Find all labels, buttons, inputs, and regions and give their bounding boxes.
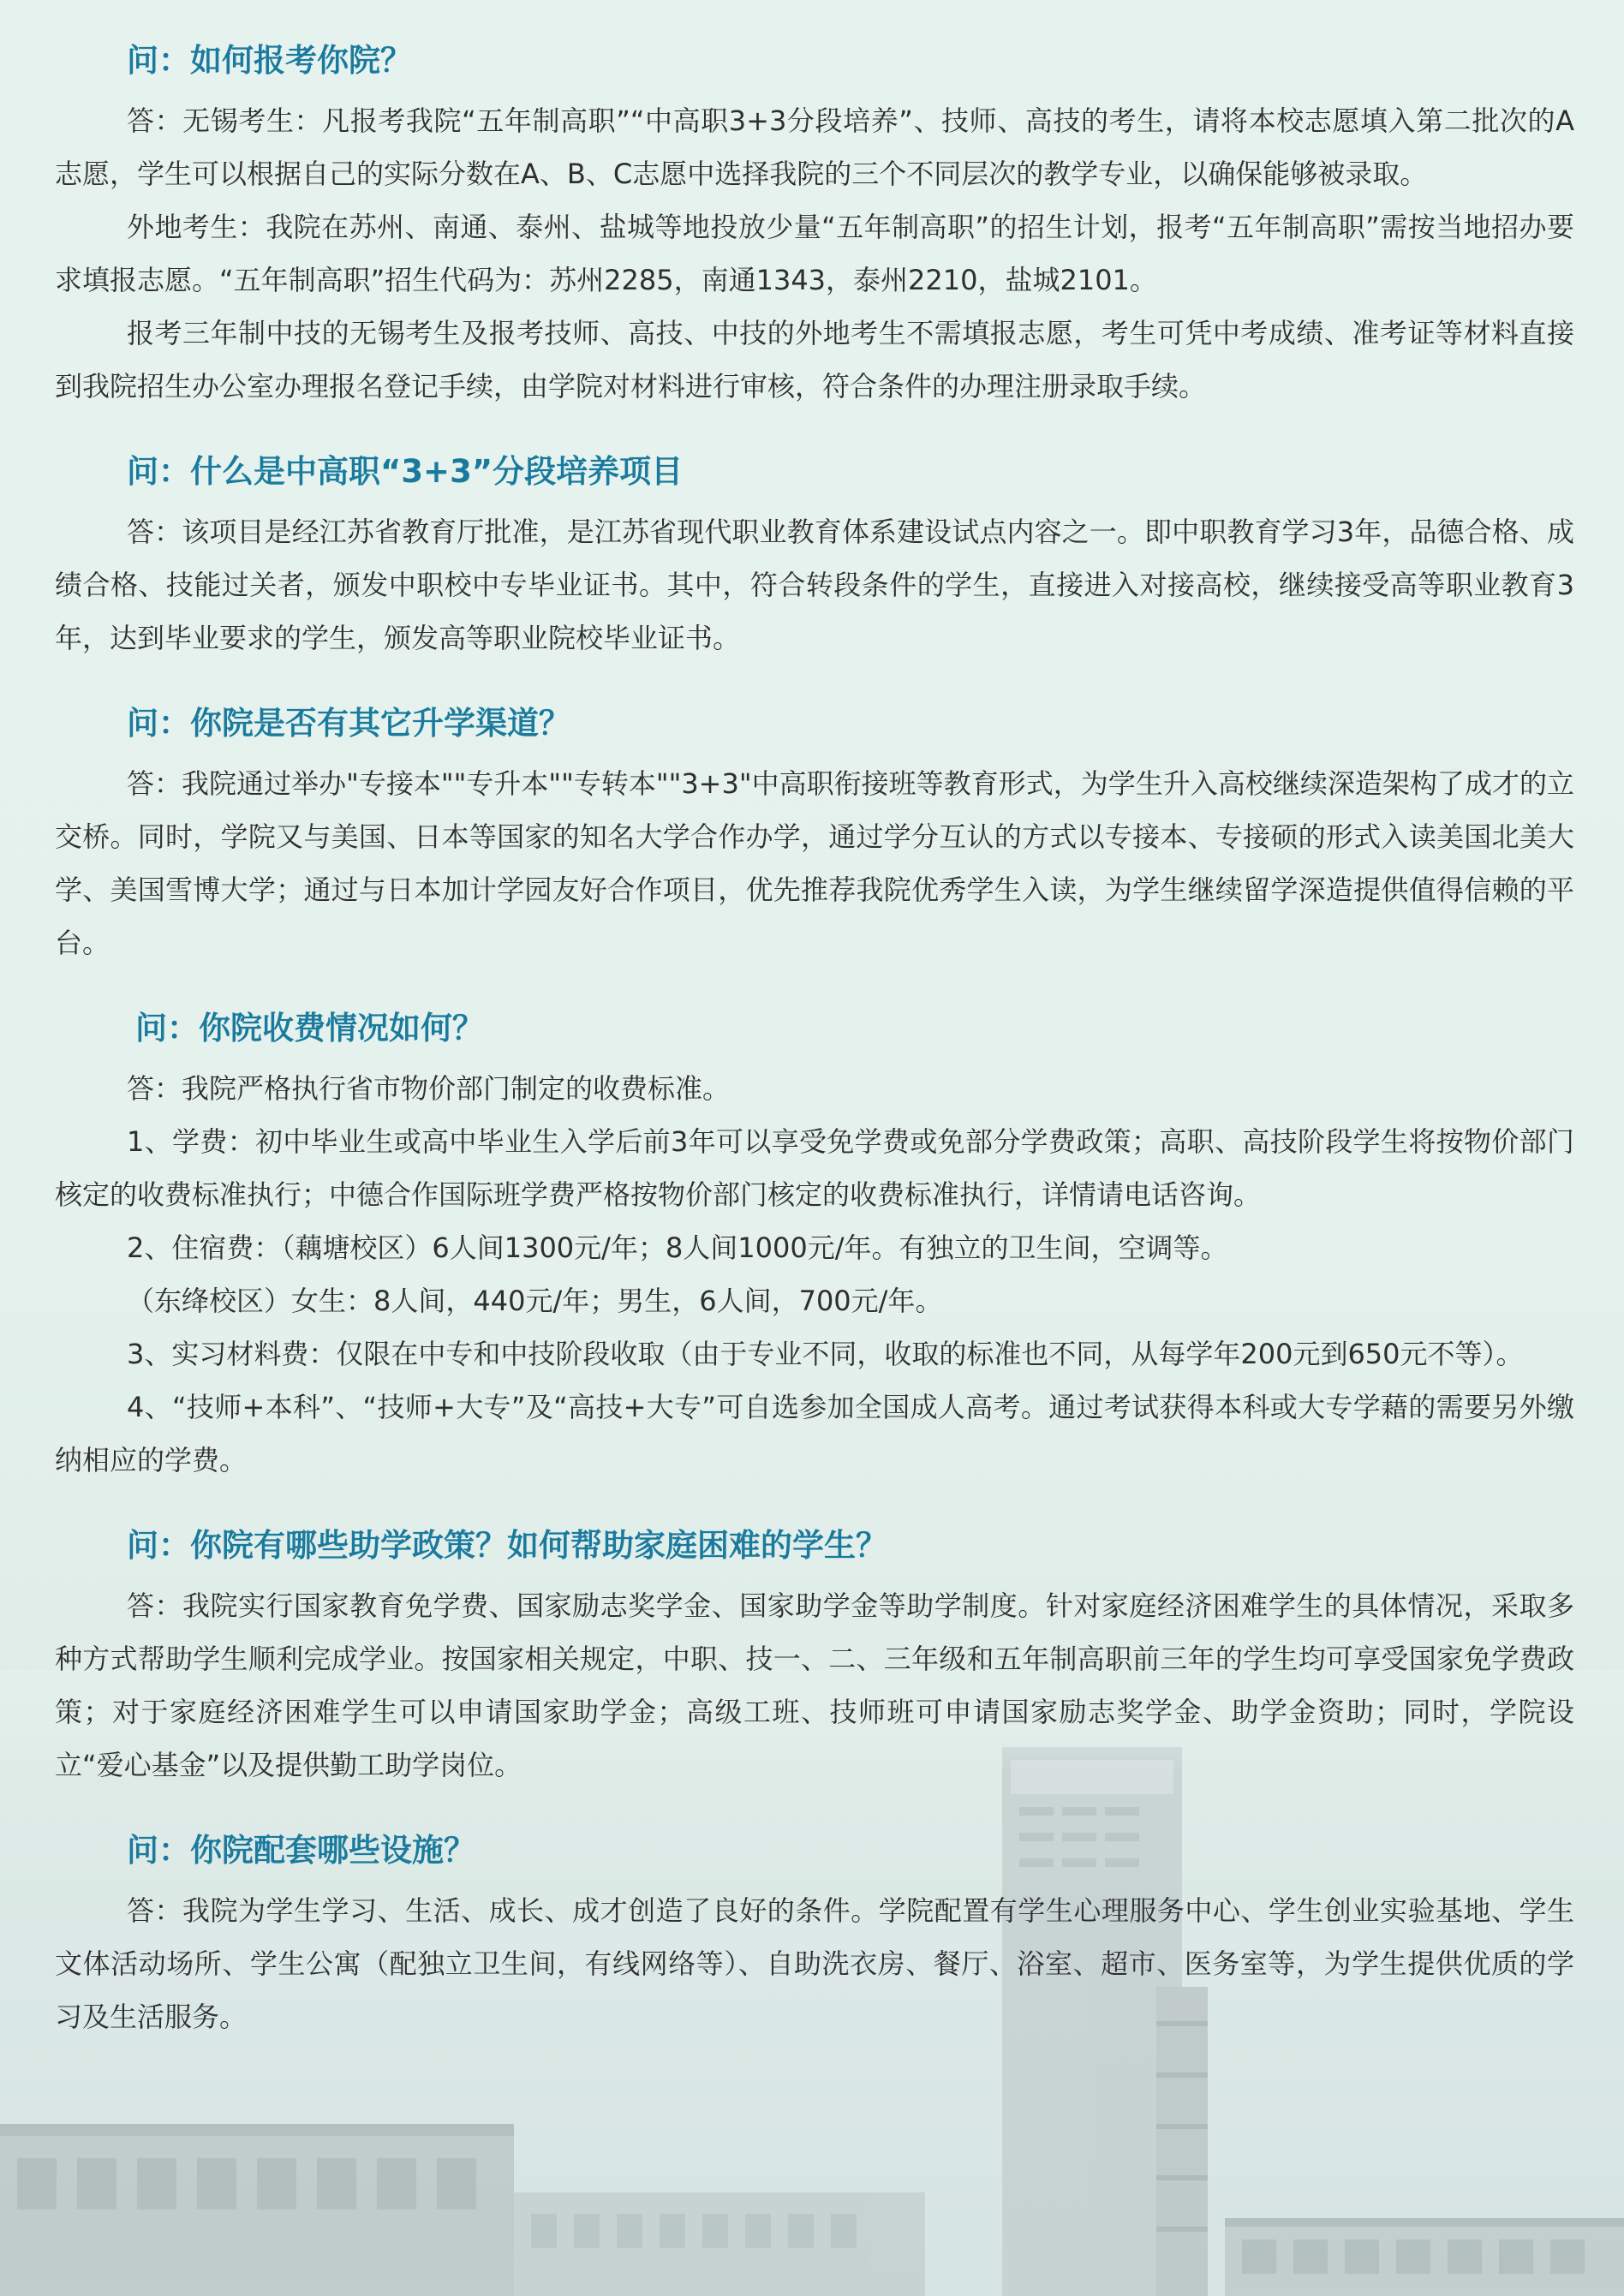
question-heading: 问：什么是中高职“3+3”分段培养项目 [127,453,684,490]
faq-section-financial-aid [55,1518,1574,1792]
answer-paragraph: 3、实习材料费：仅限在中专和中技阶段收取（由于专业不同，收取的标准也不同，从每学年200元到650元不等）。 [127,1338,1524,1370]
question-heading: 问：如何报考你院？ [127,42,412,79]
question-heading: 问：你院收费情况如何？ [135,1010,484,1047]
faq-section-fees [55,1000,1574,1487]
answer-paragraph: 外地考生：我院在苏州、南通、泰州、盐城等地投放少量“五年制高职”的招生计划，报考“五年制高职”需按当地招办要求填报志愿。“五年制高职”招生代码为：苏州2285，南通1343，泰州2210，盐城2101。 [55,211,1574,296]
answer-paragraph: 1、学费：初中毕业生或高中毕业生入学后前3年可以享受免学费或免部分学费政策；高职、高技阶段学生将按物价部门核定的收费标准执行；中德合作国际班学费严格按物价部门核定的收费标准执行，详情请电话咨询。 [55,1125,1574,1211]
answer-paragraph: 答：我院为学生学习、生活、成长、成才创造了良好的条件。学院配置有学生心理服务中心、学生创业实验基地、学生文体活动场所、学生公寓（配独立卫生间，有线网络等）、自助洗衣房、餐厅、浴室、超市、医务室等，为学生提供优质的学习及生活服务。 [55,1894,1574,2033]
question-heading: 问：你院配套哪些设施？ [127,1832,475,1869]
answer-paragraph: 2、住宿费：（藕塘校区）6人间1300元/年；8人间1000元/年。有独立的卫生间，空调等。 [127,1231,1228,1264]
faq-document [55,33,1574,2074]
answer-paragraph: 报考三年制中技的无锡考生及报考技师、高技、中技的外地考生不需填报志愿，考生可凭中考成绩、准考证等材料直接到我院招生办公室办理报名登记手续，由学院对材料进行审核，符合条件的办理注册录取手续。 [55,317,1574,403]
faq-section-facilities [55,1822,1574,2043]
question-heading: 问：你院有哪些助学政策？如何帮助家庭困难的学生？ [127,1527,887,1564]
middle-building [514,2192,925,2296]
faq-section-3plus3-program [55,444,1574,665]
answer-paragraph: 答：我院实行国家教育免学费、国家励志奖学金、国家助学金等助学制度。针对家庭经济困难学生的具体情况，采取多种方式帮助学生顺利完成学业。按国家相关规定，中职、技一、二、三年级和五年制高职前三年的学生均可享受国家免学费政策；对于家庭经济困难学生可以申请国家助学金；高级工班、技师班可申请国家励志奖学金、助学金资助；同时，学院设立“爱心基金”以及提供勤工助学岗位。 [55,1589,1574,1781]
answer-paragraph: 4、“技师+本科”、“技师+大专”及“高技+大专”可自选参加全国成人高考。通过考试获得本科或大专学藉的需要另外缴纳相应的学费。 [55,1391,1574,1476]
right-building [1225,2218,1624,2296]
question-heading: 问：你院是否有其它升学渠道？ [127,705,570,742]
answer-paragraph: 答：该项目是经江苏省教育厅批准，是江苏省现代职业教育体系建设试点内容之一。即中职教育学习3年，品德合格、成绩合格、技能过关者，颁发中职校中专毕业证书。其中，符合转段条件的学生，直接进入对接高校，继续接受高等职业教育3年，达到毕业要求的学生，颁发高等职业院校毕业证书。 [55,516,1574,654]
answer-paragraph: 答：无锡考生：凡报考我院“五年制高职”“中高职3+3分段培养”、技师、高技的考生，请将本校志愿填入第二批次的A志愿，学生可以根据自己的实际分数在A、B、C志愿中选择我院的三个不同层次的教学专业，以确保能够被录取。 [55,104,1574,190]
answer-paragraph: 答：我院严格执行省市物价部门制定的收费标准。 [127,1072,731,1105]
left-building [0,2124,514,2296]
faq-section-how-to-apply [55,33,1574,413]
faq-section-further-study [55,695,1574,969]
answer-paragraph: （东绛校区）女生：8人间，440元/年；男生，6人间，700元/年。 [127,1285,943,1317]
answer-paragraph: 答：我院通过举办"专接本""专升本""专转本""3+3"中高职衔接班等教育形式，为学生升入高校继续深造架构了成才的立交桥。同时，学院又与美国、日本等国家的知名大学合作办学，通过学分互认的方式以专接本、专接硕的形式入读美国北美大学、美国雪博大学；通过与日本加计学园友好合作项目，优先推荐我院优秀学生入读，为学生继续留学深造提供值得信赖的平台。 [55,767,1574,959]
